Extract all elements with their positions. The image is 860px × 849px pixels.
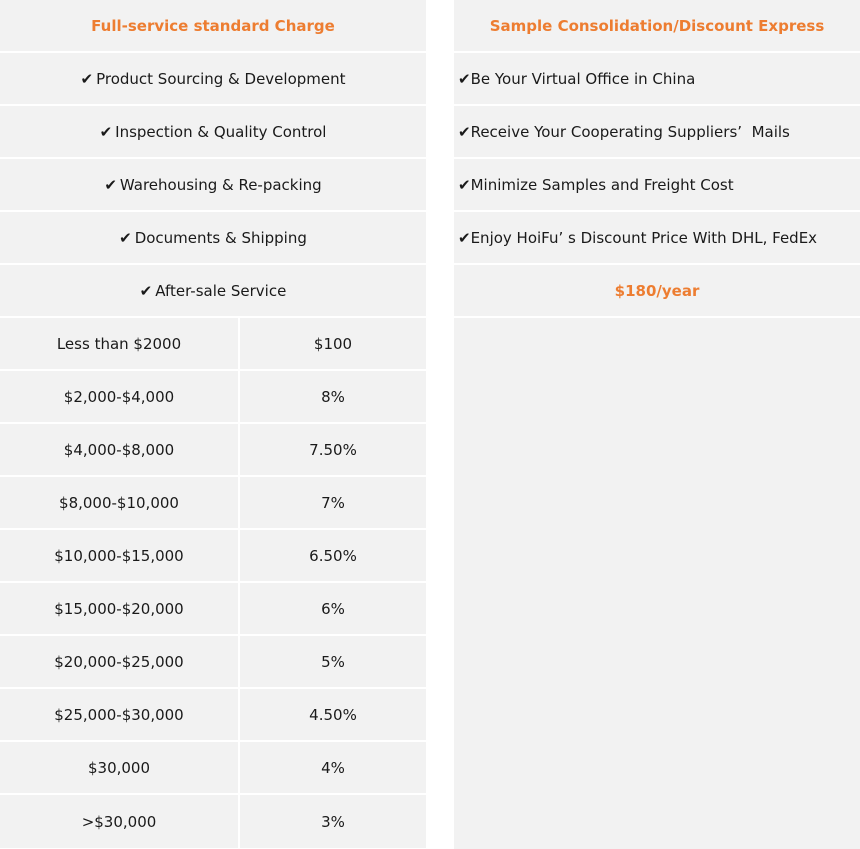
- checkmark-icon: ✔: [458, 228, 471, 247]
- sample-consolidation-title: Sample Consolidation/Discount Express: [489, 16, 825, 35]
- empty-area: [454, 318, 860, 849]
- checkmark-icon: ✔: [104, 175, 117, 194]
- feature-row: [0, 265, 426, 318]
- feature-label: After-sale Service: [155, 281, 287, 300]
- checkmark-icon: ✔: [119, 228, 132, 247]
- feature-label: Be Your Virtual Office in China: [470, 69, 696, 88]
- tier-range: >$30,000: [0, 795, 240, 848]
- tier-range: $2,000-$4,000: [0, 371, 240, 422]
- tier-range: $10,000-$15,000: [0, 530, 240, 581]
- tier-range: $4,000-$8,000: [0, 424, 240, 475]
- tier-row: [0, 742, 426, 795]
- feature-row: [454, 159, 860, 212]
- tier-row: [0, 371, 426, 424]
- tier-rate: 3%: [240, 795, 426, 848]
- tier-range: Less than $2000: [0, 318, 240, 369]
- feature-row: [454, 53, 860, 106]
- feature-row: [0, 106, 426, 159]
- tier-range: $25,000-$30,000: [0, 689, 240, 740]
- annual-price: $180/year: [614, 281, 700, 300]
- feature-row: [454, 212, 860, 265]
- sample-consolidation-table: [454, 0, 860, 849]
- tier-rate: $100: [240, 318, 426, 369]
- full-service-table: [0, 0, 426, 848]
- tier-rate: 6.50%: [240, 530, 426, 581]
- feature-row: [0, 53, 426, 106]
- full-service-title: Full-service standard Charge: [91, 16, 335, 35]
- sample-consolidation-header: [454, 0, 860, 53]
- tier-range: $30,000: [0, 742, 240, 793]
- tier-row: [0, 636, 426, 689]
- feature-row: [0, 159, 426, 212]
- checkmark-icon: ✔: [80, 69, 94, 88]
- feature-label: Product Sourcing & Development: [96, 69, 346, 88]
- feature-row: [454, 106, 860, 159]
- feature-row: [0, 212, 426, 265]
- checkmark-icon: ✔: [458, 175, 471, 194]
- tier-row: [0, 318, 426, 371]
- tier-row: [0, 689, 426, 742]
- tier-row: [0, 424, 426, 477]
- checkmark-icon: ✔: [139, 281, 153, 300]
- tier-row: [0, 583, 426, 636]
- tier-rate: 7.50%: [240, 424, 426, 475]
- tier-rate: 4.50%: [240, 689, 426, 740]
- tier-rate: 4%: [240, 742, 426, 793]
- tier-row: [0, 477, 426, 530]
- tier-row: [0, 530, 426, 583]
- tier-range: $20,000-$25,000: [0, 636, 240, 687]
- full-service-header: [0, 0, 426, 53]
- tier-rate: 6%: [240, 583, 426, 634]
- checkmark-icon: ✔: [458, 69, 471, 88]
- price-row: [454, 265, 860, 318]
- feature-label: Enjoy HoiFu’ s Discount Price With DHL, FedEx: [470, 228, 818, 247]
- checkmark-icon: ✔: [458, 122, 471, 141]
- feature-label: Receive Your Cooperating Suppliers’ Mails: [470, 122, 790, 141]
- tier-rate: 5%: [240, 636, 426, 687]
- tier-range: $15,000-$20,000: [0, 583, 240, 634]
- feature-label: Warehousing & Re-packing: [119, 175, 322, 194]
- tier-range: $8,000-$10,000: [0, 477, 240, 528]
- checkmark-icon: ✔: [99, 122, 113, 141]
- feature-label: Minimize Samples and Freight Cost: [470, 175, 734, 194]
- feature-label: Inspection & Quality Control: [115, 122, 327, 141]
- tier-rate: 7%: [240, 477, 426, 528]
- feature-label: Documents & Shipping: [134, 228, 307, 247]
- tier-row: [0, 795, 426, 848]
- tier-rate: 8%: [240, 371, 426, 422]
